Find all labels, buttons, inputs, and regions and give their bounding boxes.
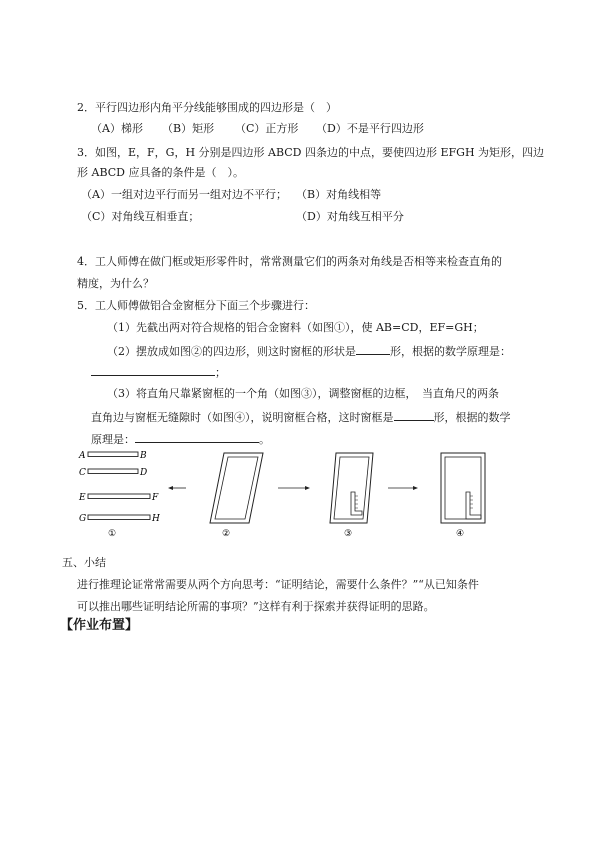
summary-line1: 进行推理论证常常需要从两个方向思考：“证明结论，需要什么条件？”“从已知条件 (77, 578, 479, 591)
label-b: B (140, 451, 147, 461)
label-g: G (79, 514, 87, 524)
q4-line2: 精度，为什么？ (77, 277, 154, 290)
bar-ef (88, 494, 150, 499)
right-angle-ruler-icon (466, 492, 481, 519)
q3-option-a: （A）一组对边平行而另一组对边不平行； (81, 188, 287, 201)
q5-step3-line3 (91, 431, 270, 447)
q5-step3-text-c2: 。 (259, 433, 270, 446)
q2-option-b: （B）矩形 (162, 122, 215, 135)
label-a: A (79, 451, 86, 461)
q3-option-b: （B）对角线相等 (296, 188, 382, 201)
label-f: F (152, 493, 159, 503)
q5-step3-line1: （3）将直角尺靠紧窗框的一个角（如图③），调整窗框的边框， 当直角尺的两条 (107, 387, 499, 400)
q5-step3-text-c1: 原理是： (91, 433, 135, 446)
homework-heading: 【作业布置】 (60, 618, 139, 633)
q5-step2-text-a: （2）摆放成如图②的四边形，则这时窗框的形状是 (107, 345, 356, 358)
q2-option-d: （D）不是平行四边形 (316, 122, 424, 135)
parallelogram-frame-panel (210, 453, 263, 539)
caption-4: ④ (456, 529, 465, 539)
window-frame-figure (70, 448, 510, 540)
q2-stem: 2．平行四边形内角平分线能够围成的四边形是（ ） (77, 101, 337, 114)
frame-with-square-panel (330, 453, 373, 539)
q5-step3-text-b1: 直角边与窗框无缝隙时（如图④），说明窗框合格，这时窗框是 (91, 411, 394, 424)
arrow-left-icon (168, 486, 186, 490)
label-c: C (79, 468, 86, 478)
bar-gh (88, 515, 150, 520)
q3-option-d: （D）对角线互相平分 (296, 210, 404, 223)
q5-blank-principle-1[interactable] (91, 364, 215, 376)
q3-option-c: （C）对角线互相垂直； (81, 210, 200, 223)
q5-step3-text-b2: 形，根据的数学 (433, 411, 511, 424)
arrow-right-icon (388, 486, 418, 490)
label-e: E (79, 493, 86, 503)
arrow-right-icon (278, 486, 310, 490)
q3-stem-line1: 3．如图，E，F，G，H 分别是四边形 ABCD 四条边的中点，要使四边形 EFGH 为矩形，四边 (77, 146, 545, 159)
q5-step2-text-b: 形，根据的数学原理是： (390, 345, 511, 358)
q4-line1: 4．工人师傅在做门框或矩形零件时，常常测量它们的两条对角线是否相等来检查直角的 (77, 255, 502, 268)
aluminium-bars-panel (78, 451, 160, 539)
q2-option-c: （C）正方形 (235, 122, 299, 135)
q2-option-a: （A）梯形 (91, 122, 143, 135)
bar-ab (88, 452, 138, 457)
q5-step2-line1 (107, 343, 511, 359)
summary-heading: 五、小结 (62, 556, 106, 569)
q5-step2-end: ； (215, 366, 226, 379)
summary-line2: 可以推出哪些证明结论所需的事项？”这样有利于探索并获得证明的思路。 (77, 600, 435, 613)
q5-blank-shape-2[interactable] (394, 409, 434, 421)
label-d: D (140, 468, 148, 478)
q5-blank-principle-2[interactable] (135, 431, 259, 443)
q5-blank-shape-1[interactable] (356, 343, 390, 355)
q5-stem: 5．工人师傅做铝合金窗框分下面三个步骤进行： (77, 299, 315, 312)
caption-2: ② (222, 529, 231, 539)
caption-3: ③ (344, 529, 353, 539)
rectangle-frame-panel (441, 453, 485, 539)
q5-step1: （1）先截出两对符合规格的铝合金窗料（如图①），使 AB=CD，EF=GH； (107, 321, 484, 334)
q5-step3-line2 (91, 409, 511, 425)
q3-stem-line2: 形 ABCD 应具备的条件是（ ）。 (77, 166, 244, 179)
right-angle-ruler-icon (351, 492, 362, 515)
q5-step2-line2 (91, 364, 226, 380)
caption-1: ① (108, 529, 117, 539)
bar-cd (88, 469, 138, 474)
label-h: H (152, 514, 160, 524)
